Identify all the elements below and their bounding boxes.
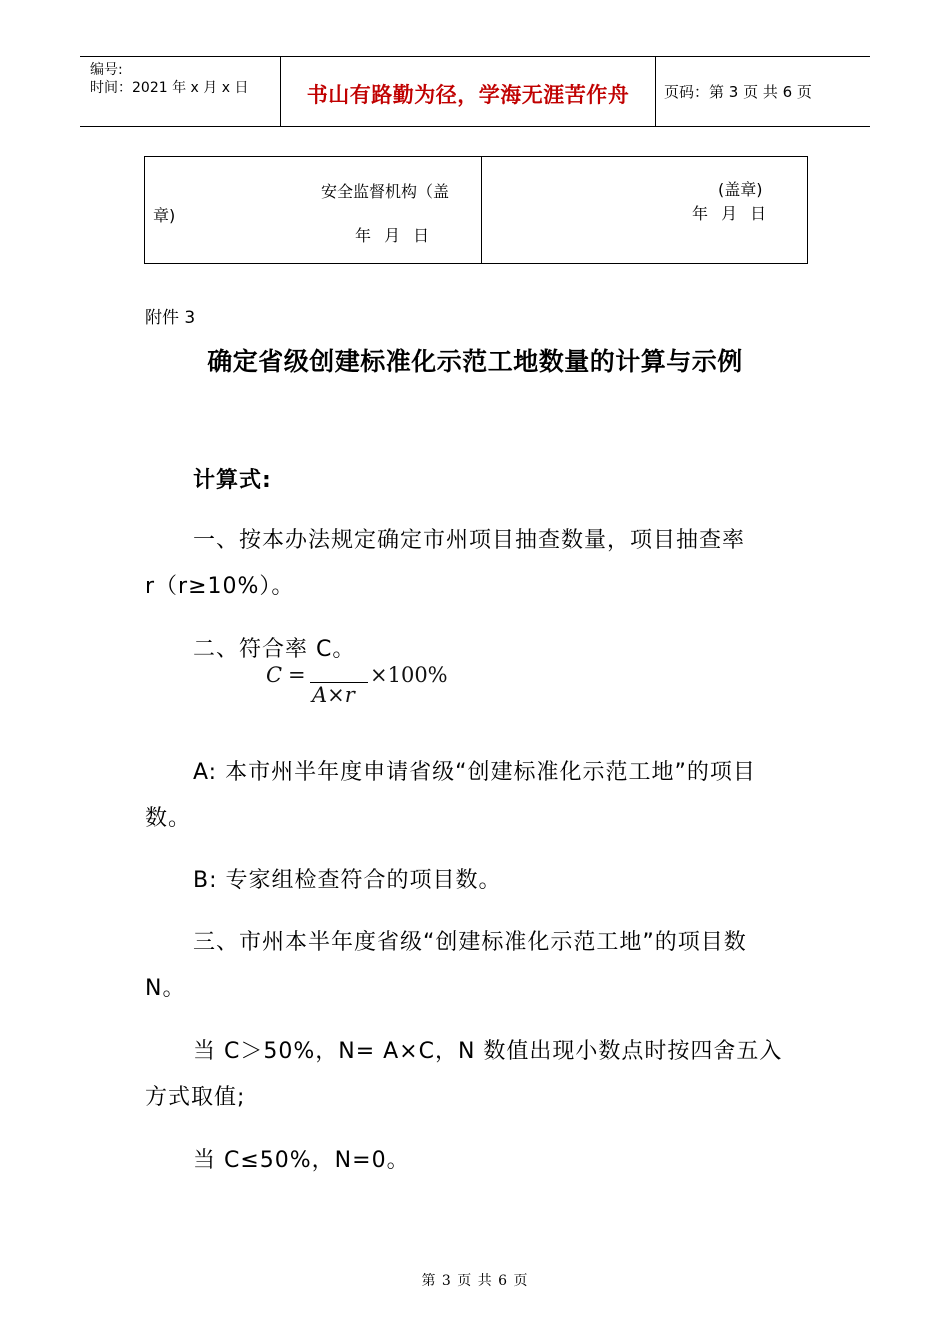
step-three-cont: N。 xyxy=(145,976,186,1001)
seal-supervision-label: 安全监督机构（盖 xyxy=(321,182,450,201)
seal-supervision-label-cont: 章) xyxy=(153,206,176,225)
calc-heading: 计算式: xyxy=(193,468,272,493)
definition-a: A: 本市州半年度申请省级“创建标准化示范工地”的项目 xyxy=(193,760,756,785)
document-time-label: 时间：2021 年 x 月 x 日 xyxy=(90,80,249,96)
seal-table xyxy=(144,156,808,264)
attachment-label: 附件 3 xyxy=(145,308,196,328)
condition-above-50: 当 C＞50%，N= A×C，N 数值出现小数点时按四舍五入 xyxy=(193,1039,783,1064)
header-motto: 书山有路勤为径，学海无涯苦作舟 xyxy=(306,83,630,107)
header-page-code: 页码：第 3 页 共 6 页 xyxy=(664,83,812,101)
header-meta-cell xyxy=(80,57,281,126)
document-title: 确定省级创建标准化示范工地数量的计算与示例 xyxy=(207,347,743,376)
step-one: 一、按本办法规定确定市州项目抽查数量，项目抽查率 xyxy=(193,528,746,553)
header-motto-cell xyxy=(281,57,656,126)
seal-cell-supervision xyxy=(145,157,482,263)
formula-multiplier: ×100% xyxy=(370,663,448,687)
formula-equals: = xyxy=(288,663,306,687)
definition-b: B: 专家组检查符合的项目数。 xyxy=(193,868,502,893)
step-one-cont: r（r≥10%）。 xyxy=(145,574,295,599)
compliance-rate-formula xyxy=(264,663,464,707)
document-number-label: 编号: xyxy=(90,62,123,78)
step-two: 二、符合率 C。 xyxy=(193,637,356,662)
seal-supervision-date: 年 月 日 xyxy=(355,226,434,245)
seal-stamp-label: (盖章) xyxy=(718,180,763,199)
definition-a-cont: 数。 xyxy=(145,806,192,831)
seal-stamp-date: 年 月 日 xyxy=(692,204,771,223)
seal-cell-stamp xyxy=(482,157,807,263)
header-page-cell xyxy=(656,57,870,126)
formula-denominator: A×r xyxy=(312,683,355,707)
document-header xyxy=(80,56,870,127)
condition-above-50-cont: 方式取值; xyxy=(145,1085,246,1110)
step-three: 三、市州本半年度省级“创建标准化示范工地”的项目数 xyxy=(193,930,747,955)
condition-at-most-50: 当 C≤50%，N=0。 xyxy=(193,1148,410,1173)
footer-page-number: 第 3 页 共 6 页 xyxy=(421,1273,529,1289)
formula-lhs: C xyxy=(266,663,283,687)
